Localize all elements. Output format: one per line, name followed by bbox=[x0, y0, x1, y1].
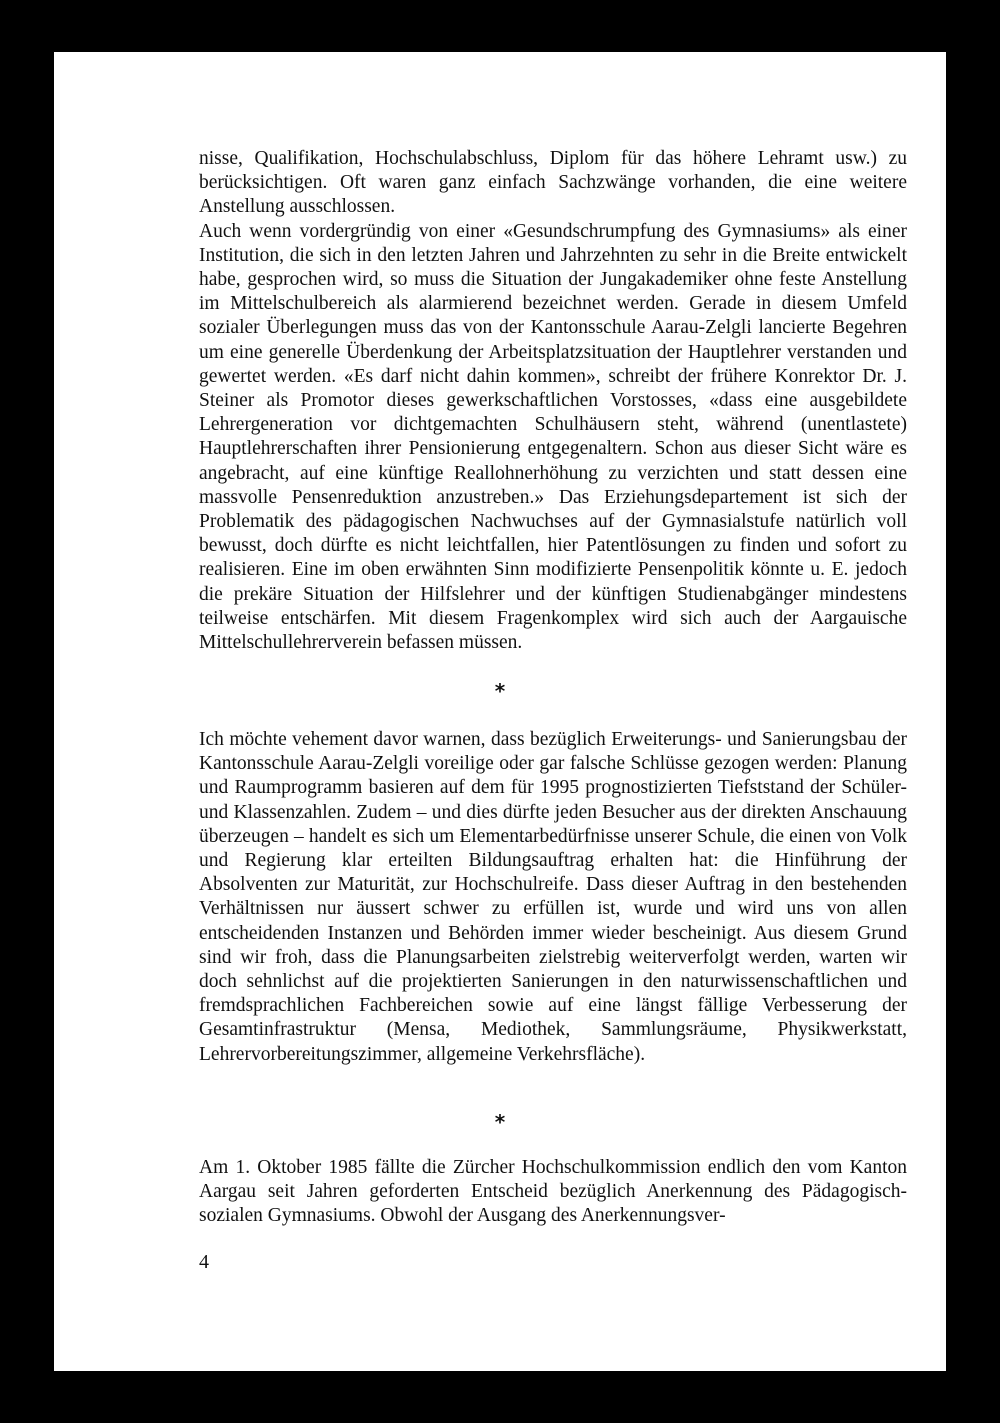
paragraph-2: Auch wenn vordergründig von einer «Gesundschrumpfung des Gymnasiums» als einer Institution, die sich in den letzten Jahren und Jahrzehnten zu sehr in die Breite entwickelt habe, gesprochen wird, so muss die Situation der Jungakademiker ohne feste Anstellung im Mittelschulbereich als alarmierend bezeichnet werden. Gerade in diesem Umfeld sozialer Überlegungen muss das von der Kantonsschule Aarau-Zelgli lancierte Begehren um eine generelle Überdenkung der Arbeitsplatzsituation der Hauptlehrer verstanden und gewertet werden. «Es darf nicht dahin kommen», schreibt der frühere Konrektor Dr. J. Steiner als Promotor dieses gewerkschaftlichen Vorstosses, «dass eine ausgebildete Lehrergeneration vor dichtgemachten Schulhäusern steht, während (unentlastete) Hauptlehrerschaften ihrer Pensionierung entgegenaltern. Schon aus dieser Sicht wäre es angebracht, auf eine künftige Reallohnerhöhung zu verzichten und statt dessen eine massvolle Pensenreduktion anzustreben.» Das Erziehungsdepartement ist sich der Problematik des pädagogischen Nachwuchses auf der Gymnasialstufe natürlich voll bewusst, doch dürfte es nicht leichtfallen, hier Patentlösungen zu finden und sofort zu realisieren. Eine im oben erwähnten Sinn modifizierte Pensenpolitik könnte u. E. jedoch die prekäre Situation der Hilfslehrer und der künftigen Studienabgänger mindestens teilweise entschärfen. Mit diesem Fragenkomplex wird sich auch der Aargauische Mittelschullehrerverein befassen müssen. bbox=[199, 220, 907, 654]
section-separator-2: * bbox=[494, 1110, 506, 1134]
paragraph-3: Ich möchte vehement davor warnen, dass bezüglich Erweiterungs- und Sanierungsbau der Kantonsschule Aarau-Zelgli voreilige oder gar falsche Schlüsse gezogen werden: Planung und Raumprogramm basieren auf dem für 1995 prognostizierten Tiefststand der Schüler- und Klassenzahlen. Zudem – und dies dürfte jeden Besucher aus der direkten Anschauung überzeugen – handelt es sich um Elementarbedürfnisse unserer Schule, die einen von Volk und Regierung klar erteilten Bildungsauftrag erhalten hat: die Hinführung der Absolventen zur Maturität, zur Hochschulreife. Dass dieser Auftrag in den bestehenden Verhältnissen nur äussert schwer zu erfüllen ist, wurde und wird uns von allen entscheidenden Instanzen und Behörden immer wieder bescheinigt. Aus diesem Grund sind wir froh, dass die Planungsarbeiten zielstrebig weiterverfolgt werden, warten wir doch sehnlichst auf die projektierten Sanierungen in den naturwissenschaftlichen und fremdsprachlichen Fachbereichen sowie auf eine längst fällige Verbesserung der Gesamtinfrastruktur (Mensa, Mediothek, Sammlungsräume, Physikwerkstatt, Lehrervorbereitungszimmer, allgemeine Verkehrsfläche). bbox=[199, 729, 907, 1065]
text-block-2 bbox=[199, 728, 907, 1067]
paragraph-4: Am 1. Oktober 1985 fällte die Zürcher Hochschulkommission endlich den vom Kanton Aargau seit Jahren geforderten Entscheid bezüglich Anerkennung des Pädagogisch-sozialen Gymnasiums. Obwohl der Ausgang des Anerkennungsver- bbox=[199, 1157, 907, 1227]
page-number: 4 bbox=[199, 1251, 209, 1273]
text-block-3 bbox=[199, 1156, 907, 1229]
document-page bbox=[54, 52, 946, 1371]
text-block-1 bbox=[199, 147, 907, 655]
section-separator-1: * bbox=[494, 679, 506, 703]
paragraph-1: nisse, Qualifikation, Hochschulabschluss, Diplom für das höhere Lehramt usw.) zu berücksichtigen. Oft waren ganz einfach Sachzwänge vorhanden, die eine weitere Anstellung ausschlossen. bbox=[199, 148, 907, 218]
